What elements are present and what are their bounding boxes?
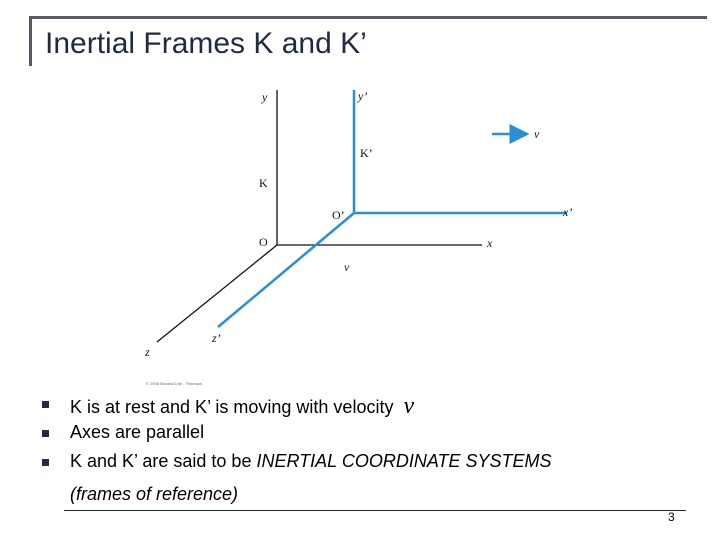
velocity-symbol: v — [403, 393, 415, 419]
velocity-arrow-label: v⃗ — [534, 127, 549, 141]
copyright-note: © 2006 Brooks/Cole - Thomson — [146, 381, 203, 386]
slide-title: Inertial Frames K and K’ — [45, 27, 367, 60]
page-number: 3 — [668, 510, 675, 524]
k-y-label: y — [262, 90, 268, 104]
kprime-x-label: x’ — [563, 205, 573, 219]
bullet-list — [40, 393, 680, 480]
kprime-y-label: y’ — [358, 89, 368, 103]
kprime-frame-label: K’ — [360, 146, 373, 160]
bullet-item — [40, 422, 680, 451]
kprime-z-axis — [218, 213, 354, 327]
square-bullet-icon — [42, 459, 49, 466]
square-bullet-icon — [42, 401, 49, 408]
bullet-text: K and K’ are said to be — [70, 451, 257, 471]
bullet-emphasis: INERTIAL COORDINATE SYSTEMS — [256, 451, 552, 471]
k-z-label: z — [145, 345, 150, 359]
bullet-item — [40, 393, 680, 422]
kprime-z-label: z’ — [212, 331, 221, 345]
k-x-label: x — [487, 236, 493, 250]
bullet-continuation: (frames of reference) — [70, 484, 239, 504]
square-bullet-icon — [42, 430, 49, 437]
bullet-text: Axes are parallel — [70, 422, 205, 442]
bullet-text: K is at rest and K’ is moving with velocity — [70, 397, 394, 417]
k-frame-label: K — [259, 176, 268, 190]
bullet-item — [40, 451, 680, 480]
k-origin-label: O — [259, 235, 268, 249]
velocity-label: v⃗ — [344, 260, 359, 274]
kprime-origin-label: O’ — [332, 208, 345, 222]
footer-rule — [64, 510, 686, 511]
